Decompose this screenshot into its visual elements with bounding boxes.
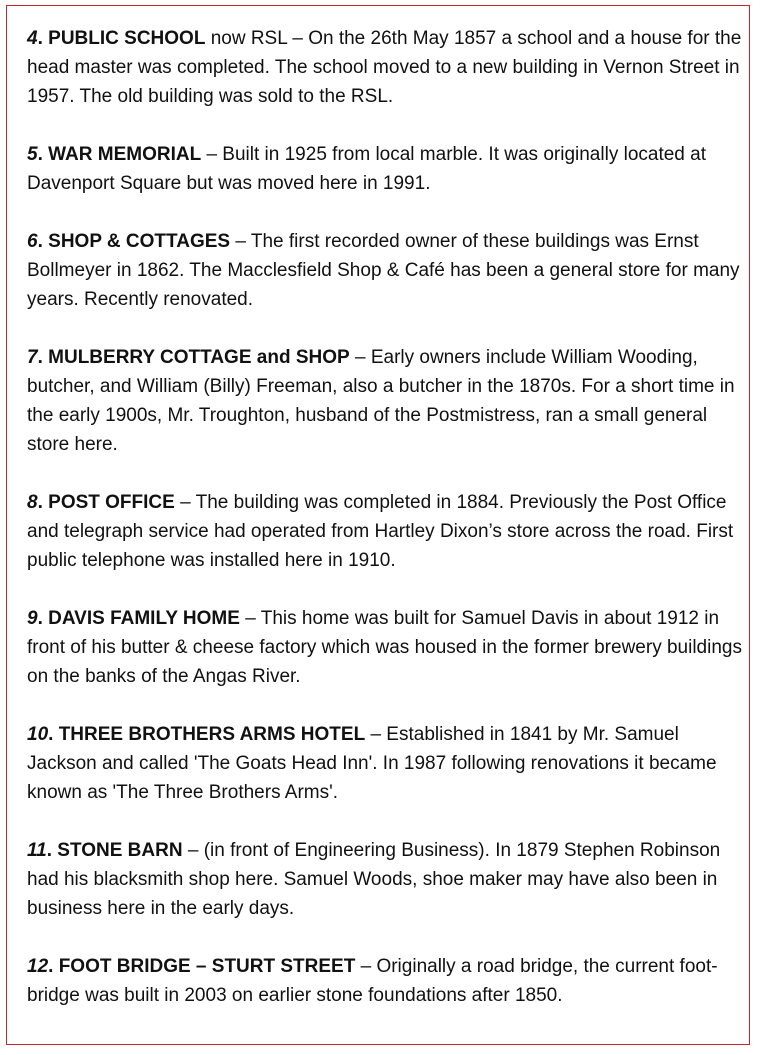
entry-stone-barn: [27, 836, 749, 923]
entry-separator: .: [48, 956, 59, 977]
entry-text: – Early owners include William Wooding, butcher, and William (Billy) Freeman, also a butcher in the 1870s. For a short time in the early 1900s, Mr. Troughton, husband of the Postmistress, ran a small general store here.: [27, 347, 735, 455]
entry-number: 7: [27, 347, 38, 368]
entry-title: WAR MEMORIAL: [48, 144, 202, 165]
entry-mulberry-cottage: [27, 343, 749, 459]
entry-shop-cottages: [27, 227, 749, 314]
entry-title: STONE BARN: [57, 840, 183, 861]
entry-number: 12: [27, 956, 49, 977]
entry-title: SHOP & COTTAGES: [48, 231, 231, 252]
entry-number: 5: [27, 144, 38, 165]
entry-text: now RSL – On the 26th May 1857 a school and a house for the head master was completed. The school moved to a new building in Vernon Street in 1957. The old building was sold to the RSL.: [27, 28, 742, 107]
heritage-entries-list: [27, 24, 749, 1039]
entry-title: MULBERRY COTTAGE and SHOP: [48, 347, 350, 368]
entry-separator: .: [46, 840, 58, 861]
entry-number: 6: [27, 231, 38, 252]
entry-title: POST OFFICE: [48, 492, 175, 513]
entry-post-office: [27, 488, 749, 575]
entry-title: FOOT BRIDGE – STURT STREET: [58, 956, 356, 977]
entry-number: 9: [27, 608, 38, 629]
document-frame: [6, 5, 750, 1045]
entry-number: 8: [27, 492, 38, 513]
entry-text: – The first recorded owner of these buildings was Ernst Bollmeyer in 1862. The Macclesfield Shop & Café has been a general store for many years. Recently renovated.: [27, 231, 740, 310]
entry-text: – Originally a road bridge, the current foot-bridge was built in 2003 on earlier stone foundations after 1850.: [27, 956, 718, 1006]
entry-separator: .: [37, 347, 49, 368]
entry-separator: .: [37, 231, 49, 252]
entry-title: THREE BROTHERS ARMS HOTEL: [58, 724, 366, 745]
entry-public-school: [27, 24, 749, 111]
entry-number: 11: [27, 840, 47, 861]
entry-foot-bridge: [27, 952, 749, 1010]
entry-davis-family-home: [27, 604, 749, 691]
entry-text: – (in front of Engineering Business). In 1879 Stephen Robinson had his blacksmith shop here. Samuel Woods, shoe maker may have also been in business here in the early days.: [27, 840, 721, 919]
entry-separator: .: [37, 608, 49, 629]
entry-text: – Established in 1841 by Mr. Samuel Jackson and called 'The Goats Head Inn'. In 1987 following renovations it became known as 'The Three Brothers Arms'.: [27, 724, 717, 803]
entry-title: DAVIS FAMILY HOME: [48, 608, 240, 629]
entry-war-memorial: [27, 140, 749, 198]
entry-separator: .: [37, 144, 49, 165]
entry-text: – This home was built for Samuel Davis in about 1912 in front of his butter & cheese factory which was housed in the former brewery buildings on the banks of the Angas River.: [27, 608, 742, 687]
entry-separator: .: [37, 28, 49, 49]
entry-number: 4: [27, 28, 38, 49]
entry-separator: .: [37, 492, 49, 513]
entry-text: – Built in 1925 from local marble. It was originally located at Davenport Square but was moved here in 1991.: [27, 144, 706, 194]
entry-separator: .: [48, 724, 59, 745]
entry-number: 10: [27, 724, 49, 745]
entry-text: – The building was completed in 1884. Previously the Post Office and telegraph service had operated from Hartley Dixon’s store across the road. First public telephone was installed here in 1910.: [27, 492, 734, 571]
entry-title: PUBLIC SCHOOL: [48, 28, 206, 49]
entry-three-brothers-arms: [27, 720, 749, 807]
